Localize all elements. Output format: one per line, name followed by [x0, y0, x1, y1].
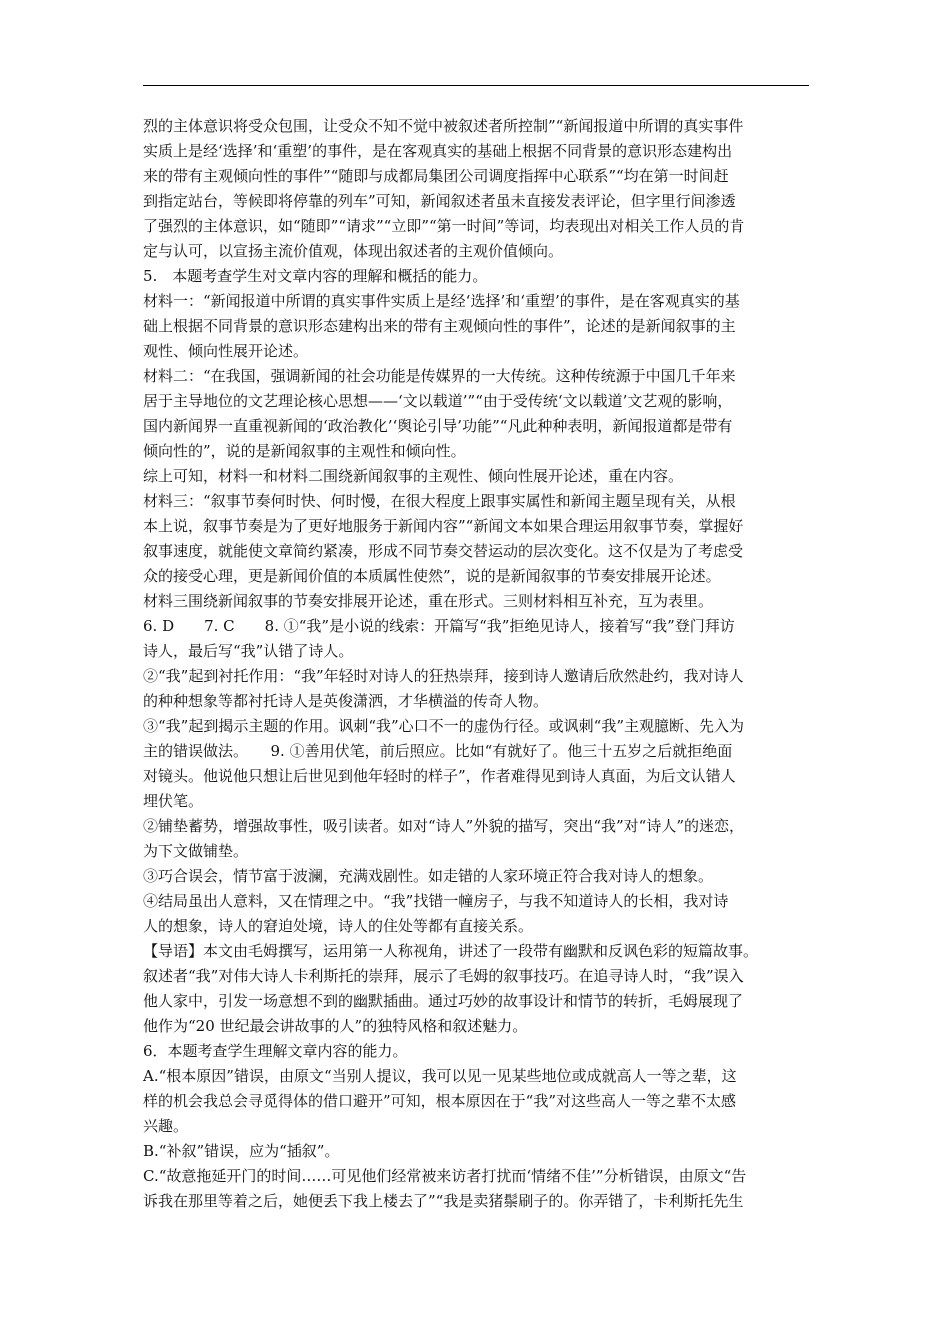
text-line: 【导语】本文由毛姆撰写，运用第一人称视角，讲述了一段带有幽默和反讽色彩的短篇故事。	[143, 942, 759, 960]
text-line: 兴趣。	[143, 1117, 189, 1135]
text-line: 他人家中，引发一场意想不到的幽默插曲。通过巧妙的故事设计和情节的转折，毛姆展现了	[143, 992, 744, 1010]
text-line: 众的接受心理，更是新闻价值的本质属性使然”，说的是新闻叙事的节奏安排展开论述。	[143, 567, 721, 585]
text-line: 本上说，叙事节奏是为了更好地服务于新闻内容”“新闻文本如果合理运用叙事节奏，掌握好	[143, 517, 744, 535]
text-line: 诗人，最后写“我”认错了诗人。	[143, 642, 354, 660]
text-line: 材料三围绕新闻叙事的节奏安排展开论述，重在形式。三则材料相互补充，互为表里。	[143, 592, 714, 610]
text-line: 了强烈的主体意识，如“随即”“请求”“立即”“第一时间”等词，均表现出对相关工作人员的肯	[143, 217, 745, 235]
text-line: ③“我”起到揭示主题的作用。讽刺“我”心口不一的虚伪行径。或讽刺“我”主观臆断、先入为	[143, 717, 745, 735]
text-line: 居于主导地位的文艺理论核心思想——‘文以载道’”“由于受传统‘文以载道’文艺观的影响，	[143, 392, 733, 410]
document-body	[143, 114, 823, 1214]
text-line: 来的带有主观倾向性的事件”“随即与成都局集团公司调度指挥中心联系”“均在第一时间赶	[143, 167, 729, 185]
text-line: C.“故意拖延开门的时间……可见他们经常被来访者打扰而‘情绪不佳’”分析错误，由原文“告	[143, 1167, 747, 1185]
text-line: 材料一：“新闻报道中所谓的真实事件实质上是经‘选择’和‘重塑’的事件，是在客观真实的基	[143, 292, 740, 310]
text-line: 叙述者“我”对伟大诗人卡利斯托的崇拜，展示了毛姆的叙事技巧。在追寻诗人时，“我”误入	[143, 967, 744, 985]
text-line: ③巧合误会，情节富于波澜，充满戏剧性。如走错的人家环境正符合我对诗人的想象。	[143, 867, 714, 885]
text-line: 烈的主体意识将受众包围，让受众不知不觉中被叙述者所控制”“新闻报道中所谓的真实事件	[143, 117, 744, 135]
text-line: 实质上是经‘选择’和‘重塑’的事件，是在客观真实的基础上根据不同背景的意识形态建构出	[143, 142, 733, 160]
text-line: 埋伏笔。	[143, 792, 204, 810]
text-line: ②“我”起到衬托作用：“我”年轻时对诗人的狂热崇拜，接到诗人邀请后欣然赴约，我对诗人	[143, 667, 744, 685]
text-line: 倾向性的”，说的是新闻叙事的主观性和倾向性。	[143, 442, 466, 460]
text-line: 对镜头。他说他只想让后世见到他年轻时的样子”，作者难得见到诗人真面，为后文认错人	[143, 767, 736, 785]
text-line: 5. 本题考查学生对文章内容的理解和概括的能力。	[143, 267, 488, 285]
text-line: 国内新闻界一直重视新闻的‘政治教化’‘舆论引导’功能”“凡此种种表明，新闻报道都是带有	[143, 417, 733, 435]
text-line: 6. D 7. C 8. ①“我”是小说的线索：开篇写“我”拒绝见诗人，接着写“我”登门拜访	[143, 617, 735, 635]
text-line: 叙事速度，就能使文章简约紧凑，形成不同节奏交替运动的层次变化。这不仅是为了考虑受	[143, 542, 744, 560]
text-line: 6．本题考查学生理解文章内容的能力。	[143, 1042, 408, 1060]
text-line: B.“补叙”错误，应为“插叙”。	[143, 1142, 340, 1160]
text-line: 材料二：“在我国，强调新闻的社会功能是传媒界的一大传统。这种传统源于中国几千年来	[143, 367, 736, 385]
text-line: ④结局虽出人意料，又在情理之中。“我”找错一幢房子，与我不知道诗人的长相，我对诗	[143, 892, 729, 910]
text-line: 他作为“20 世纪最会讲故事的人”的独特风格和叙述魅力。	[143, 1017, 528, 1035]
text-line: 样的机会我总会寻觅得体的借口避开”可知，根本原因在于“我”对这些高人一等之辈不太感	[143, 1092, 737, 1110]
text-line: 的种种想象等都衬托诗人是英俊潇洒，才华横溢的传奇人物。	[143, 692, 549, 710]
text-line: 综上可知，材料一和材料二围绕新闻叙事的主观性、倾向性展开论述，重在内容。	[143, 467, 684, 485]
text-line: 定与认可，以宣扬主流价值观，体现出叙述者的主观价值倾向。	[143, 242, 564, 260]
text-line: 观性、倾向性展开论述。	[143, 342, 309, 360]
text-line: 为下文做铺垫。	[143, 842, 249, 860]
text-line: A.“根本原因”错误，由原文“当别人提议，我可以见一见某些地位或成就高人一等之辈，这	[143, 1067, 737, 1085]
header-rule	[143, 85, 809, 86]
text-line: 础上根据不同背景的意识形态建构出来的带有主观倾向性的事件”，论述的是新闻叙事的主	[143, 317, 736, 335]
text-line: 到指定站台，等候即将停靠的列车”可知，新闻叙述者虽未直接发表评论，但字里行间渗透	[143, 192, 736, 210]
text-line: 人的想象，诗人的窘迫处境，诗人的住处等都有直接关系。	[143, 917, 534, 935]
text-line: 主的错误做法。 9. ①善用伏笔，前后照应。比如“有就好了。他三十五岁之后就拒绝面	[143, 742, 733, 760]
text-line: 材料三：“叙事节奏何时快、何时慢，在很大程度上跟事实属性和新闻主题呈现有关，从根	[143, 492, 736, 510]
text-line: 诉我在那里等着之后，她便丢下我上楼去了”“我是卖猪鬃刷子的。你弄错了，卡利斯托先生	[143, 1192, 744, 1210]
text-line: ②铺垫蓄势，增强故事性，吸引读者。如对“诗人”外貌的描写，突出“我”对“诗人”的迷恋，	[143, 817, 745, 835]
